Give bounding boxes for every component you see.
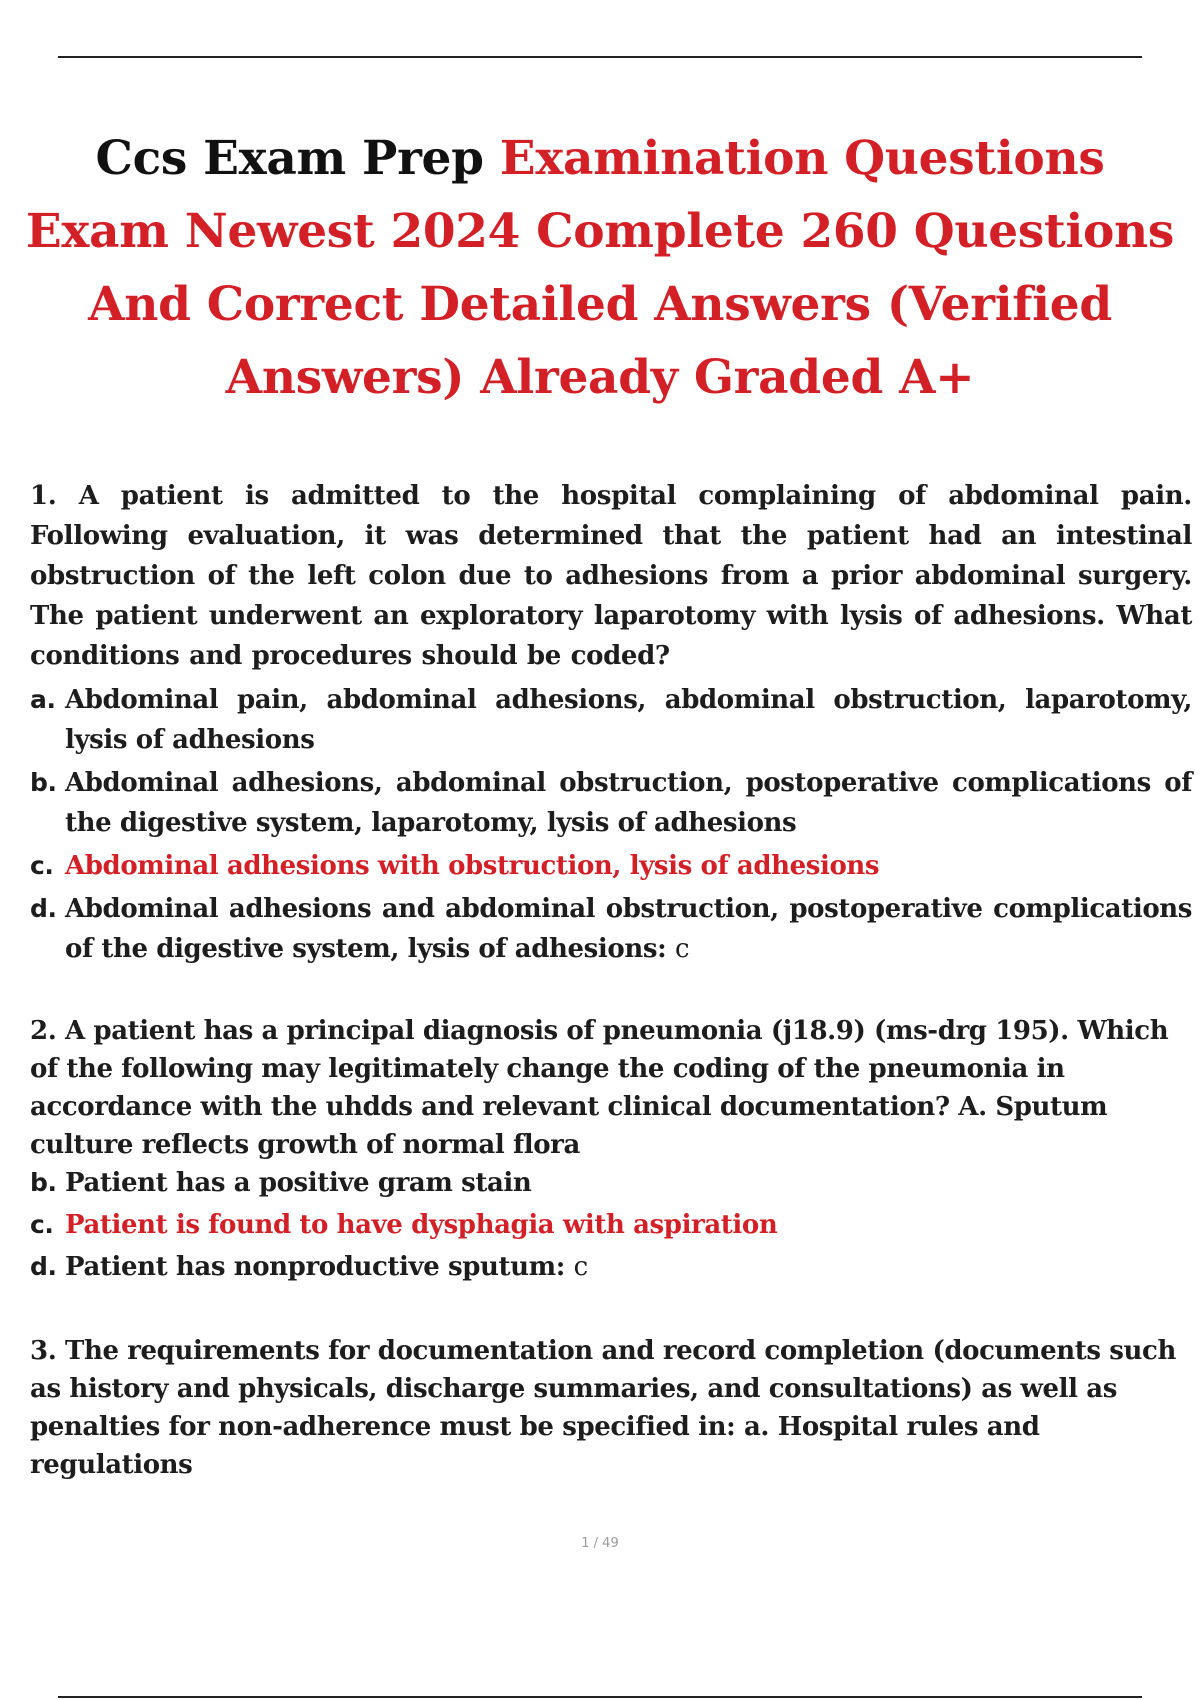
option-letter: c. [30, 851, 54, 880]
option-letter: c. [30, 1210, 54, 1239]
option-text: Patient has a positive gram stain [65, 1168, 532, 1198]
title-plain: Ccs Exam Prep [95, 131, 484, 186]
question-2-options [30, 1162, 1192, 1288]
top-rule [58, 56, 1142, 58]
page-number: 1 / 49 [581, 1536, 619, 1551]
option-letter: b. [30, 768, 57, 797]
option-letter: b. [30, 1168, 57, 1197]
option-text: Abdominal adhesions and abdominal obstruction, postoperative complications of the digestive system, lysis of adhesions: [65, 894, 1192, 964]
bottom-rule [58, 1696, 1142, 1698]
answer-key: c [674, 934, 690, 964]
question-1-option-a [30, 680, 1192, 760]
question-3-text: 3. The requirements for documentation and record completion (documents such as history and physicals, discharge summaries, and consultations) as well as penalties for non-adherence must be specified in: a. Hospital rules and regulations [30, 1336, 1176, 1480]
option-letter: d. [30, 1252, 57, 1281]
question-1-option-d [30, 889, 1192, 969]
question-2-text: 2. A patient has a principal diagnosis of pneumonia (j18.9) (ms-drg 195). Which of the following may legitimately change the coding of the pneumonia in accordance with the uhdds and relevant clinical documentation? A. Sputum culture reflects growth of normal flora [30, 1016, 1169, 1160]
question-2-option-b [30, 1162, 1192, 1204]
title-highlight: Examination Questions Exam Newest 2024 Complete 260 Questions And Correct Detailed Answers (Verified Answers) Already Graded A+ [25, 131, 1175, 405]
question-1-options [30, 680, 1192, 972]
question-2-option-c [30, 1204, 1192, 1246]
document-title [20, 122, 1180, 414]
option-letter: d. [30, 894, 57, 923]
option-text: Patient has nonproductive sputum: [65, 1252, 565, 1282]
correct-option-text: Abdominal adhesions with obstruction, lysis of adhesions [65, 851, 880, 881]
correct-option-text: Patient is found to have dysphagia with aspiration [65, 1210, 778, 1240]
question-1-option-b [30, 763, 1192, 843]
option-text: Abdominal pain, abdominal adhesions, abdominal obstruction, laparotomy, lysis of adhesions [65, 685, 1192, 755]
option-letter: a. [30, 685, 56, 714]
option-text: Abdominal adhesions, abdominal obstruction, postoperative complications of the digestive system, laparotomy, lysis of adhesions [65, 768, 1192, 838]
answer-key: c [573, 1252, 588, 1282]
question-1-option-c [30, 846, 1192, 886]
question-2-option-d [30, 1246, 1192, 1288]
question-1-text: 1. A patient is admitted to the hospital complaining of abdominal pain. Following evaluation, it was determined that the patient had an intestinal obstruction of the left colon due to adhesions from a prior abdominal surgery. The patient underwent an exploratory laparotomy with lysis of adhesions. What conditions and procedures should be coded? [30, 481, 1192, 671]
